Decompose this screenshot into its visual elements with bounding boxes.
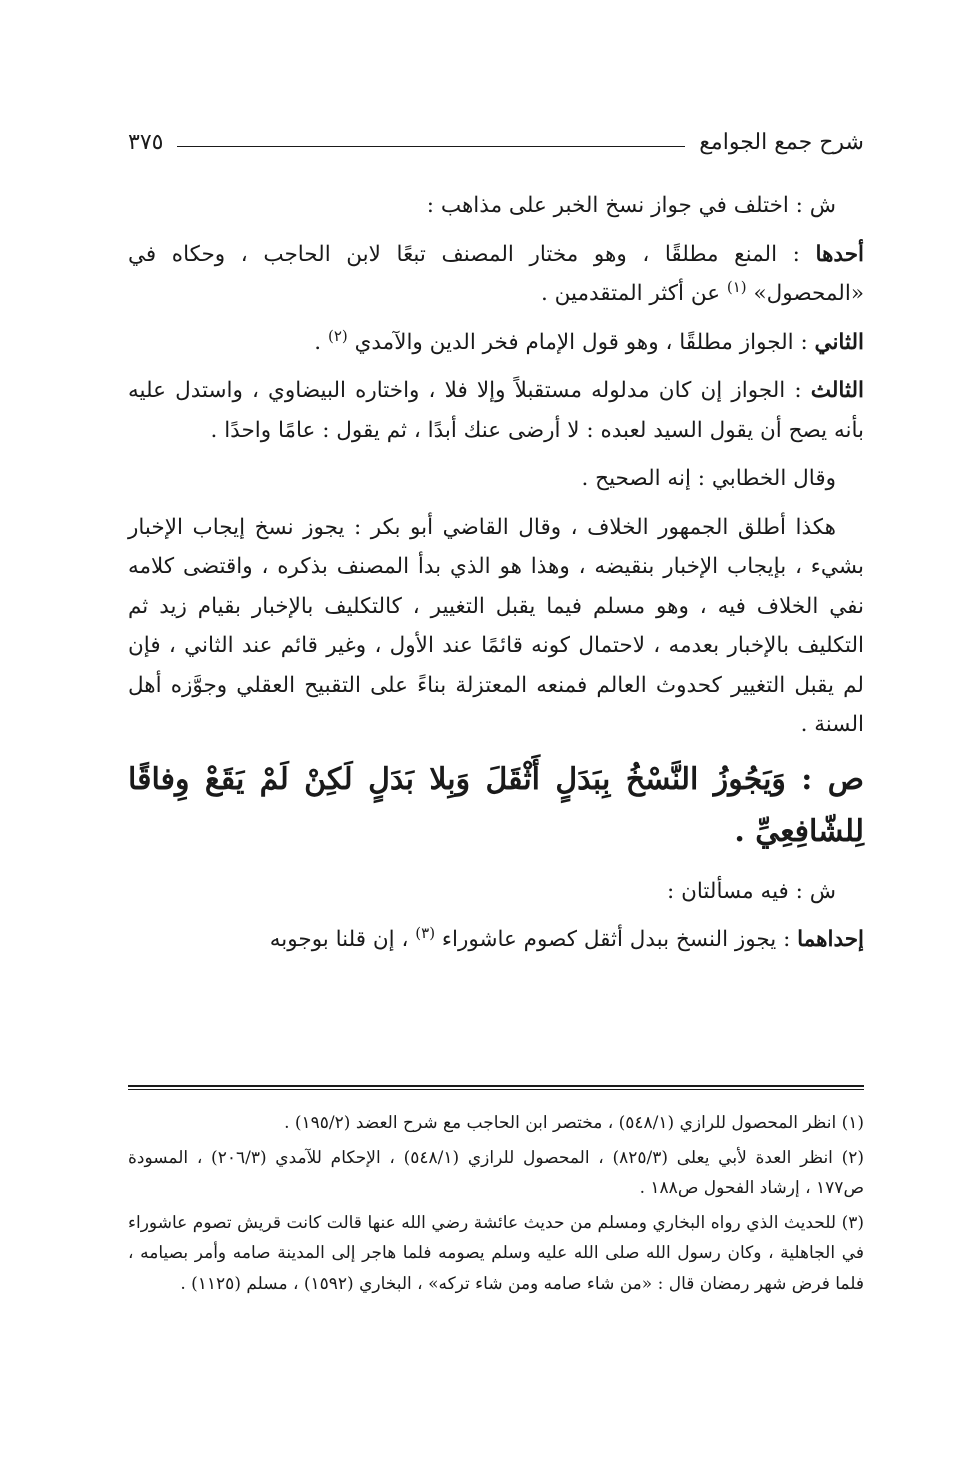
- paragraph-intro: ش : اختلف في جواز نسخ الخبر على مذاهب :: [426, 193, 836, 218]
- footnotes: [128, 1108, 864, 1303]
- page-number: ٣٧٥: [128, 129, 164, 155]
- header-rule: [177, 146, 685, 147]
- paragraph-tail: ، إن قلنا بوجوبه: [269, 927, 416, 952]
- paragraph-first-issue: [128, 920, 864, 960]
- paragraph-text: : المنع مطلقًا ، وهو مختار المصنف تبعًا لابن الحاجب ، وحكاه في «المحصول»: [128, 241, 864, 306]
- footnote-ref: (٣): [415, 923, 436, 942]
- paragraph-text: : يجوز النسخ ببدل أثقل كصوم عاشوراء: [435, 927, 798, 952]
- matn-text: ص : وَيَجُوزُ النَّسْخُ بِبَدَلٍ أَثْقَلَ وَبِلا بَدَلٍ لَكِنْ لَمْ يَقَعْ وِفاقًا لِلشّافِعِيِّ .: [128, 761, 864, 849]
- lead-word: الثالث: [810, 378, 864, 403]
- paragraph-second-view: [128, 323, 864, 363]
- paragraph-two-issues: ش : فيه مسألتان :: [667, 878, 836, 904]
- paragraph-khattabi: وقال الخطابي : إنه الصحيح .: [581, 466, 836, 491]
- lead-word: أحدها: [815, 241, 864, 267]
- footnote-separator: [128, 1085, 864, 1090]
- running-header: [128, 124, 864, 160]
- paragraph-first-view: [128, 235, 864, 314]
- paragraph-tail: .: [314, 329, 328, 355]
- footnote-3: (٣) للحديث الذي رواه البخاري ومسلم من حديث عائشة رضي الله عنها قالت كانت قريش تصوم عاشوراء في الجاهلية ، وكان رسول الله صلى الله عليه وسلم يصومه فلما هاجر إلى المدينة صامه وأمر بصيامه ، فلما فرض شهر رمضان قال : «من شاء صامه ومن شاء تركه» ، البخاري (١٥٩٢) ، مسلم (١١٢٥) .: [128, 1212, 864, 1294]
- main-text: [128, 186, 864, 969]
- footnote-2: (٢) انظر العدة لأبي يعلى (٨٢٥/٣) ، المحصول للرازي (٥٤٨/١) ، الإحكام للآمدي (٢٠٦/٣) ، المسودة ص١٧٧ ، إرشاد الفحول ص١٨٨ .: [128, 1147, 865, 1198]
- paragraph-tail: عن أكثر المتقدمين .: [540, 281, 727, 306]
- paragraph-third-view: [128, 371, 864, 450]
- running-title: شرح جمع الجوامع: [699, 129, 864, 155]
- lead-word: الثاني: [814, 329, 864, 355]
- paragraph-text: : الجواز مطلقًا ، وهو قول الإمام فخر الدين والآمدي: [347, 329, 815, 355]
- paragraph-text: : الجواز إن كان مدلوله مستقبلاً وإلا فلا ، واختاره البيضاوي ، واستدل عليه بأنه يصح أن يقول السيد لعبده : لا أرضى عنك أبدًا ، ثم يقول : عامًا واحدًا .: [128, 378, 864, 443]
- footnote-ref: (١): [726, 277, 747, 296]
- paragraph-discussion: هكذا أطلق الجمهور الخلاف ، وقال القاضي أبو بكر : يجوز نسخ إيجاب الإخبار بشيء ، بإيجاب الإخبار بنقيضه ، وهذا هو الذي بدأ المصنف بذكره ، واقتضى كلامه نفي الخلاف فيه ، وهو مسلم فيما يقبل التغيير ، كالتكليف بالإخبار بقيام زيد ثم التكليف بالإخبار بعدمه ، لاحتمال كونه قائمًا عند الأول ، وغير قائم عند الثاني ، فإن لم يقبل التغيير كحدوث العالم فمنعه المعتزلة بناءً على التقبيح العقلي وجوَّزه أهل السنة .: [128, 514, 864, 737]
- lead-word: إحداهما: [797, 927, 864, 952]
- footnote-1: (١) انظر المحصول للرازي (٥٤٨/١) ، مختصر ابن الحاجب مع شرح العضد (١٩٥/٢) .: [284, 1113, 864, 1133]
- footnote-ref: (٢): [327, 326, 348, 345]
